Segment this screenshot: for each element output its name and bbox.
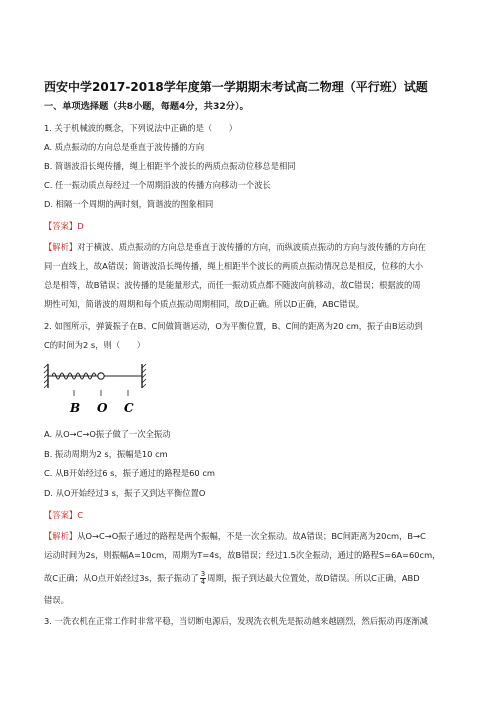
wall-icon (142, 364, 146, 388)
q2-option-b: B. 振动周期为2 s，振幅是10 cm (44, 449, 168, 459)
answer-tag: 【答案】 (44, 510, 78, 520)
q3-stem: 3. 一洗衣机在正常工作时非常平稳，当切断电源后，发现洗衣机先是振动越来越剧烈，然后振动再逐渐减 (44, 616, 428, 626)
q2-option-c: C. 从B开始经过6 s，振子通过的路程是60 cm (44, 468, 215, 478)
label-b: B (70, 401, 81, 415)
q2-option-a: A. 从O→C→O振子做了一次全振动 (44, 429, 171, 439)
analysis-tag: 【解析】 (44, 531, 78, 541)
q2-option-d: D. 从O开始经过3 s，振子又到达平衡位置O (44, 488, 206, 498)
wall-icon (44, 364, 48, 388)
answer-value: C (77, 510, 83, 520)
q1-option-b: B. 简谐波沿长绳传播，绳上相距半个波长的两质点振动位移总是相同 (44, 161, 296, 171)
q2-stem-line-2: C的时间为2 s，则（ ） (44, 340, 146, 350)
spring-oscillator-figure (42, 360, 152, 418)
fraction-numerator: 3 (200, 570, 206, 578)
analysis-text-part-2: 周期，振子到达最大位置处，故D错误。所以C正确，ABD (207, 573, 420, 583)
analysis-text: 对于横波、质点振动的方向总是垂直于波传播的方向，而纵波质点振动的方向与波传播的方向在 (77, 242, 426, 252)
oscillator-ball (98, 373, 104, 379)
analysis-text-part-1: 故C正确；从O点开始经过3s，振子振动了 (44, 573, 199, 583)
fraction (200, 571, 206, 586)
q1-answer (44, 220, 84, 232)
q2-answer (44, 509, 83, 521)
label-c: C (124, 401, 134, 415)
q1-option-d: D. 相隔一个周期的两时刻，简谐波的图象相同 (44, 199, 214, 209)
label-o: O (97, 401, 108, 415)
q1-option-c: C. 任一振动质点每经过一个周期沿波的传播方向移动一个波长 (44, 180, 271, 190)
analysis-text: 从O→C→O振子通过的路程是两个振幅，不是一次全振动。故A错误；BC间距离为20cm，B→C (77, 531, 426, 541)
analysis-tag: 【解析】 (44, 242, 78, 252)
q2-analysis-line-4: 错误。 (44, 595, 69, 605)
q1-analysis-line-3: 总是相等，故B错误；波传播的是能量形式，而任一振动质点都不随波向前移动，故C错误；根据波的周 (44, 280, 421, 290)
answer-value: D (77, 221, 84, 231)
q2-stem-line-1: 2. 如图所示，弹簧振子在B、C间做简谐运动，O为平衡位置，B、C间的距离为20 cm，振子由B运动到 (44, 321, 423, 331)
page-title: 西安中学2017-2018学年度第一学期期末考试高二物理（平行班）试题 (44, 80, 428, 94)
q1-analysis-line-1 (44, 241, 426, 253)
section-heading: 一、单项选择题（共8小题，每题4分，共32分）。 (44, 101, 249, 112)
q2-analysis-line-3 (44, 571, 420, 586)
answer-tag: 【答案】 (44, 221, 78, 231)
q1-stem: 1. 关于机械波的概念，下列说法中正确的是（ ） (44, 123, 238, 133)
q2-analysis-line-2: 运动时间为2s，则振幅A=10cm，周期为T=4s，故B错误；经过1.5次全振动，通过的路程S=6A=60cm， (44, 550, 441, 560)
q1-analysis-line-2: 同一直线上，故A错误；简谐波沿长绳传播，绳上相距半个波长的两质点振动情况总是相反，位移的大小 (44, 261, 424, 271)
q2-analysis-line-1 (44, 530, 426, 542)
fraction-denominator: 4 (200, 578, 206, 586)
q1-option-a: A. 质点振动的方向总是垂直于波传播的方向 (44, 142, 205, 152)
q1-analysis-line-4: 期性可知，简谐波的周期和每个质点振动周期相同，故D正确。所以D正确，ABC错误。 (44, 299, 365, 309)
